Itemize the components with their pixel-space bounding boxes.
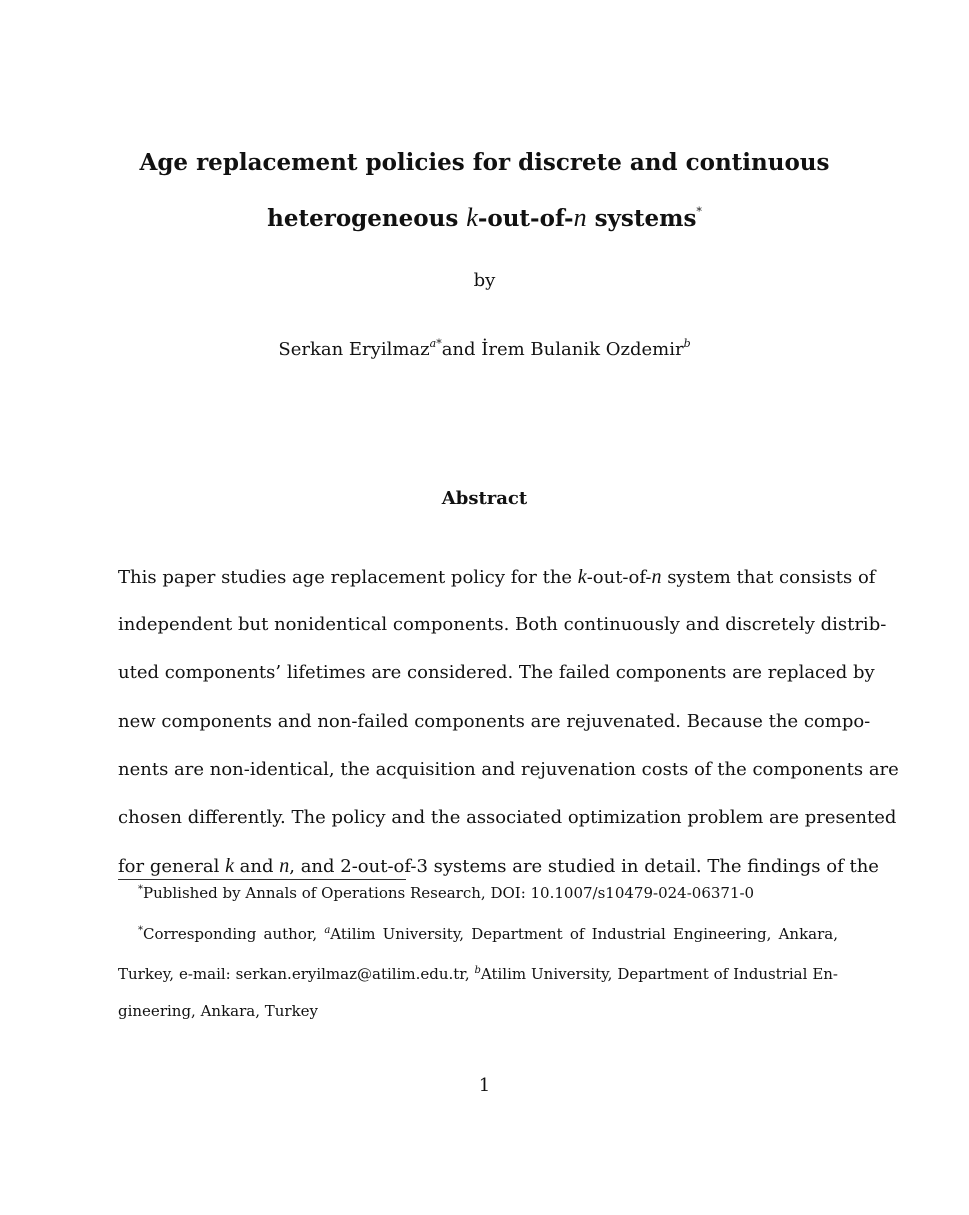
title-text: -out-of- <box>477 205 574 232</box>
math-n: n <box>279 855 290 878</box>
abstract-line: uted components’ lifetimes are considered. The failed components are replaced by <box>118 662 875 684</box>
abstract-heading: Abstract <box>441 488 528 509</box>
abstract-line <box>118 553 876 601</box>
page-number: 1 <box>478 1075 491 1096</box>
abstract-line: new components and non-failed components are rejuvenated. Because the compo- <box>118 710 871 732</box>
footnote-text: Atilim University, Department of Industrial En- <box>480 965 838 983</box>
footnote-line <box>118 951 838 991</box>
abstract-body <box>118 553 899 890</box>
math-k: k <box>225 855 234 878</box>
footnote-text: Turkey, e-mail: serkan.eryilmaz@atilim.edu.tr, <box>118 965 475 983</box>
footnote-corresponding-author <box>118 911 838 1031</box>
byline: by <box>473 270 496 291</box>
abstract-line: nents are non-identical, the acquisition and rejuvenation costs of the components are <box>118 758 899 780</box>
footnote-text: Corresponding author, <box>143 925 325 943</box>
footnote-text: Published by Annals of Operations Research, DOI: 10.1007/s10479-024-06371-0 <box>143 884 755 902</box>
math-n: n <box>651 566 662 588</box>
abstract-line: independent but nonidentical components. Both continuously and discretely distrib- <box>118 614 887 636</box>
footnote-mark: * <box>138 884 143 895</box>
paper-title-line-1: Age replacement policies for discrete and continuous <box>139 149 830 176</box>
author-2-affiliation-mark: b <box>683 337 691 350</box>
abstract-text: system that consists of <box>661 567 876 588</box>
abstract-text: for general <box>118 856 226 878</box>
footnote-line: gineering, Ankara, Turkey <box>118 1002 319 1020</box>
title-text: systems <box>586 205 697 232</box>
math-k: k <box>577 566 587 588</box>
paper-title-line-2 <box>0 197 969 234</box>
abstract-line: chosen differently. The policy and the associated optimization problem are presented <box>118 806 897 828</box>
footnote-mark: * <box>138 925 143 936</box>
authors <box>0 337 969 360</box>
author-1-affiliation-mark: a* <box>429 337 442 350</box>
author-1: Serkan Eryilmaz <box>278 339 430 360</box>
abstract-text: This paper studies age replacement policy for the <box>118 567 578 588</box>
footnote-text: Atilim University, Department of Industrial Engineering, Ankara, <box>330 925 838 943</box>
title-math-k: k <box>466 203 478 232</box>
footnote-publication <box>118 884 858 902</box>
title-math-n: n <box>573 203 587 232</box>
abstract-text: , and 2-out-of-3 systems are studied in detail. The findings of the <box>289 856 879 878</box>
affiliation-mark: b <box>474 965 481 976</box>
author-2: and İrem Bulanik Ozdemir <box>441 339 684 360</box>
affiliation-mark: a <box>324 925 331 936</box>
abstract-text: -out-of- <box>586 567 652 588</box>
footnote-rule <box>118 879 406 880</box>
title-footnote-mark: * <box>696 205 702 218</box>
title-text: heterogeneous <box>267 205 467 232</box>
footnote-line <box>118 911 838 951</box>
abstract-text: and <box>233 856 280 878</box>
